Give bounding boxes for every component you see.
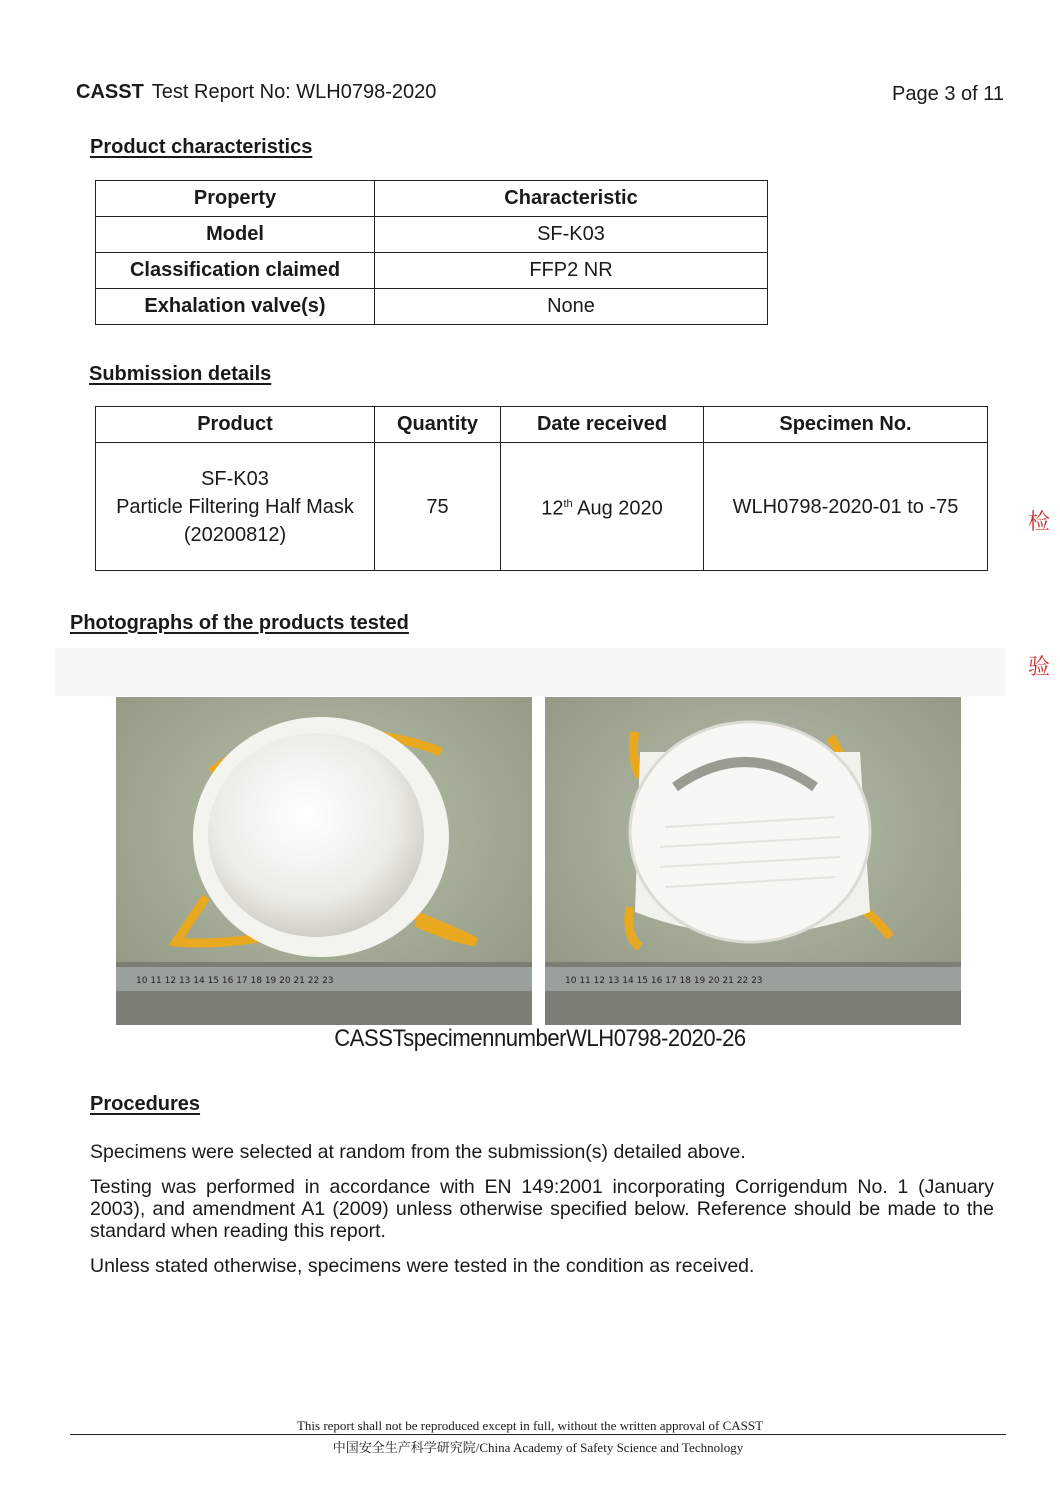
column-header-date-received: Date received <box>501 407 704 443</box>
footer-divider <box>70 1434 1006 1435</box>
product-batch: (20200812) <box>183 523 287 546</box>
specimen-cell: WLH0798-2020-01 to -75 <box>704 443 988 571</box>
report-header <box>76 81 436 104</box>
footer-institution: 中国安全生产科学研究院/China Academy of Safety Science and Technology <box>332 1440 744 1455</box>
table-row <box>96 253 768 289</box>
report-number: Test Report No: WLH0798-2020 <box>151 81 437 103</box>
org-name: CASST <box>76 81 144 103</box>
mask-photo-front <box>116 697 532 1025</box>
photo-background-band <box>55 648 1005 696</box>
property-cell: Exhalation valve(s) <box>96 289 375 325</box>
seal-stamp-fragment-bottom: 验 <box>1028 655 1051 680</box>
submission-details-table <box>95 406 988 571</box>
procedures-paragraph-1: Specimens were selected at random from the submission(s) detailed above. <box>90 1141 746 1163</box>
section-title-product-characteristics: Product characteristics <box>90 136 313 158</box>
table-row <box>96 217 768 253</box>
procedures-paragraph-3: Unless stated otherwise, specimens were tested in the condition as received. <box>90 1255 755 1277</box>
date-suffix: th <box>563 498 573 511</box>
column-header-product: Product <box>96 407 375 443</box>
column-header-property: Property <box>96 181 375 217</box>
date-rest: Aug 2020 <box>572 497 663 520</box>
table-row <box>96 443 988 571</box>
product-model: SF-K03 <box>201 467 269 490</box>
table-row <box>96 289 768 325</box>
column-header-quantity: Quantity <box>375 407 501 443</box>
procedures-paragraph-2: Testing was performed in accordance with EN 149:2001 incorporating Corrigendum No. 1 (January 2003), and amendment A1 (2009) unless otherwise specified below. Reference should be made to the standard when reading this report. <box>90 1176 994 1242</box>
column-header-specimen-no: Specimen No. <box>704 407 988 443</box>
property-cell: Classification claimed <box>96 253 375 289</box>
page-number: Page 3 of 11 <box>892 83 1004 105</box>
mask-photo-inside <box>545 697 961 1025</box>
section-title-photographs: Photographs of the products tested <box>70 612 409 634</box>
column-header-characteristic: Characteristic <box>375 181 768 217</box>
value-cell: SF-K03 <box>375 217 768 253</box>
section-title-procedures: Procedures <box>90 1093 201 1115</box>
table-header-row <box>96 181 768 217</box>
date-received-cell <box>501 443 704 571</box>
table-header-row <box>96 407 988 443</box>
svg-text:10 11 12 13 14 15 16 17 18 19: 10 11 12 13 14 15 16 17 18 19 20 21 22 23 <box>565 976 763 986</box>
value-cell: FFP2 NR <box>375 253 768 289</box>
value-cell: None <box>375 289 768 325</box>
footer-disclaimer: This report shall not be reproduced except in full, without the written approval of CASST <box>296 1418 764 1433</box>
property-cell: Model <box>96 217 375 253</box>
section-title-submission-details: Submission details <box>89 363 272 385</box>
seal-stamp-fragment-top: 检 <box>1028 510 1051 535</box>
quantity-cell: 75 <box>375 443 501 571</box>
svg-text:10 11 12 13 14 15 16 17 18 19: 10 11 12 13 14 15 16 17 18 19 20 21 22 23 <box>136 976 334 986</box>
photo-caption: CASSTspecimennumberWLH0798-2020-26 <box>334 1025 746 1052</box>
product-cell <box>96 443 375 571</box>
date-day: 12 <box>541 497 564 520</box>
product-characteristics-table <box>95 180 768 325</box>
product-description: Particle Filtering Half Mask <box>116 495 354 518</box>
